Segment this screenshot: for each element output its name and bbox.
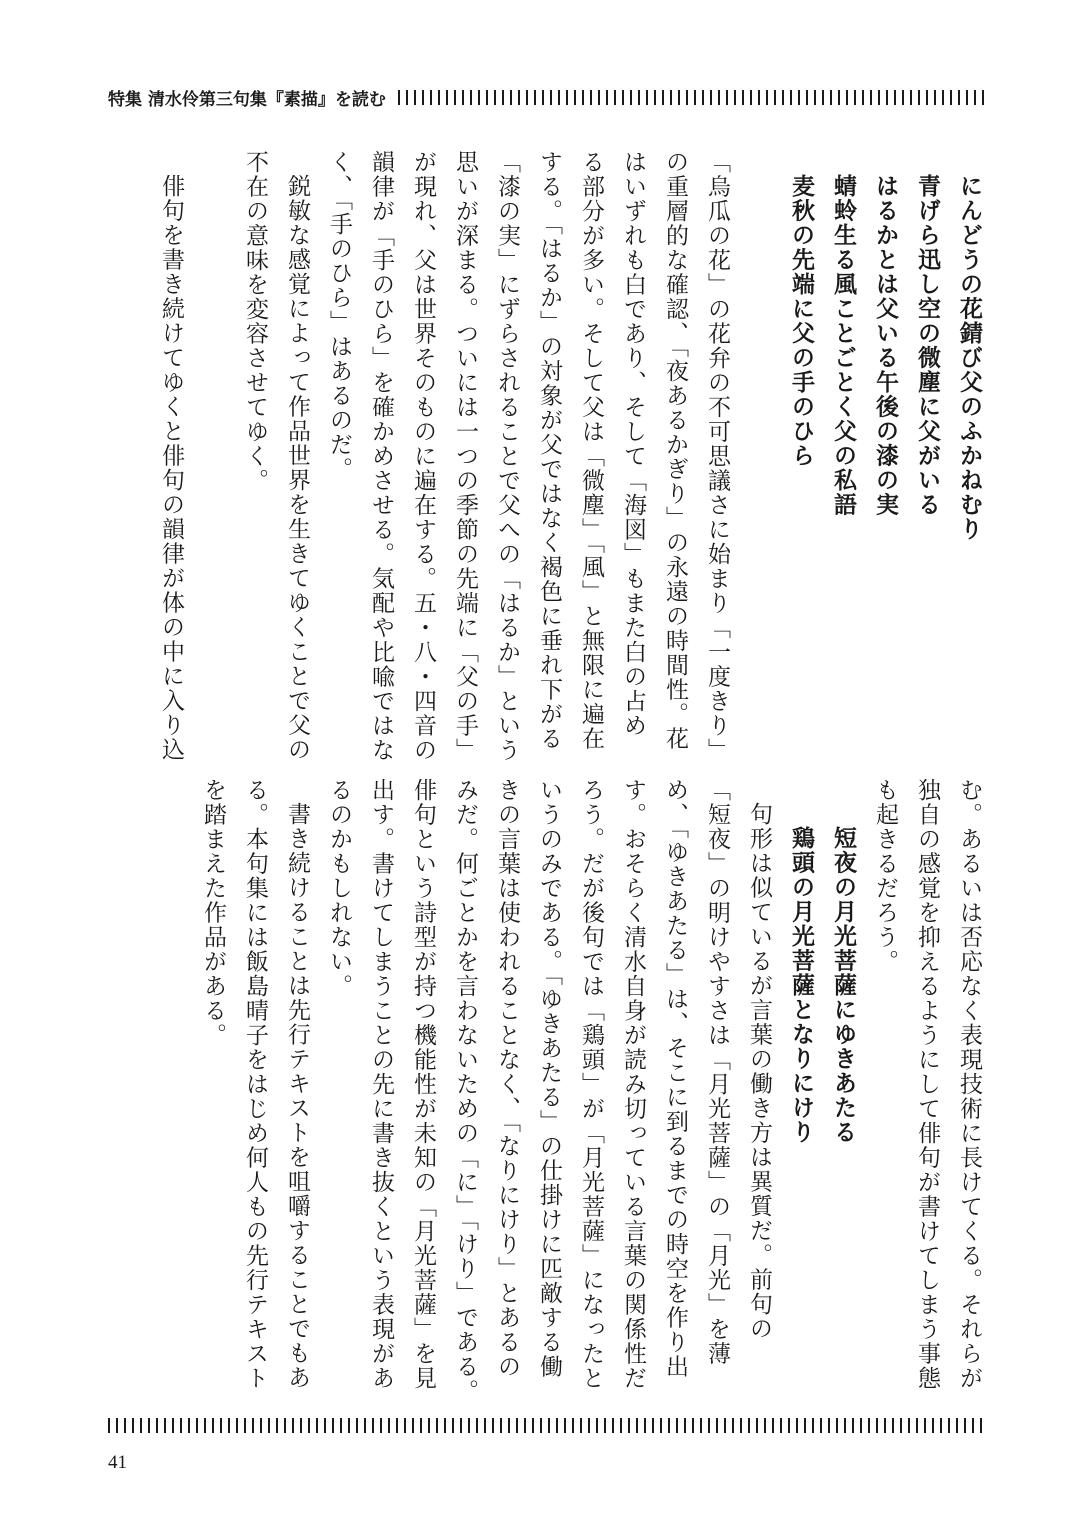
bottom-tick-rule [108,1418,988,1433]
running-header [108,84,988,110]
body-line: を踏まえた作品がある。 [200,778,226,1048]
body-line: の重層的な確認、「夜あるかぎり」の永遠の時間性。花 [662,150,688,751]
haiku-line: 鶏頭の月光菩薩となりにけり [788,826,814,1145]
haiku-line: 蜻蛉生る風ことごとく父の私語 [830,174,856,517]
paragraph-gap [192,150,234,160]
haiku-line: 麦秋の先端に父の手のひら [788,174,814,468]
haiku-line: 青げら迅し空の微塵に父がいる [914,174,940,517]
body-line: 独自の感覚を抑えるようにして俳句が書けてしまう事態 [914,778,940,1391]
body-line: む。あるいは否応なく表現技術に長けてくる。それらが [956,778,982,1391]
body-line: る部分が多い。そして父は「微塵」「風」と無限に遍在 [578,150,604,751]
body-line: 句形は似ているが言葉の働き方は異質だ。前句の [746,802,772,1341]
haiku-line: にんどうの花錆び父のふかねむり [956,174,982,542]
body-line: 「烏瓜の花」の花弁の不可思議さに始まり「一度きり」 [704,150,730,763]
body-line: 「漆の実」にずらされることで父への「はるか」という [494,150,520,763]
header-label: 特集 清水伶第三句集『素描』を読む [108,89,386,110]
body-line: く、「手のひら」はあるのだ。 [326,150,352,482]
haiku-line: はるかとは父いる午後の漆の実 [872,174,898,517]
body-line: みだ。何ごとかを言わないための「に」「けり」である。 [452,778,478,1404]
body-line: きの言葉は使われることなく、「なりにけり」とあるの [494,778,520,1379]
body-line: 思いが深まる。ついには一つの季節の先端に「父の手」 [452,150,478,763]
body-line: るのかもしれない。 [326,778,352,999]
body-line: も起きるだろう。 [872,778,898,974]
haiku-line: 短夜の月光菩薩にゆきあたる [830,826,856,1145]
body-line: す。おそらく清水自身が読み切っている言葉の関係性だ [620,778,646,1391]
body-line: が現れ、父は世界そのものに遍在する。五・八・四音の [410,150,436,763]
body-line: 韻律が「手のひら」を確かめさせる。気配や比喩ではな [368,150,394,763]
page-number: 41 [108,1452,127,1473]
body-line: 出す。書けてしまうことの先に書き抜くという表現があ [368,778,394,1391]
body-line: ろう。だが後句では「鶏頭」が「月光菩薩」になったと [578,778,604,1391]
body-line: 書き続けることは先行テキストを咀嚼することでもあ [284,802,310,1390]
paragraph-gap [738,150,780,160]
body-line: 不在の意味を変容させてゆく。 [242,150,268,493]
body-line: する。「はるか」の対象が父ではなく褐色に垂れ下がる [536,150,562,751]
text-column-bottom [100,778,990,1404]
header-tick-rule [398,90,988,105]
body-line: 「短夜」の明けやすさは「月光菩薩」の「月光」を薄 [704,778,730,1366]
body-line: はいずれも白であり、そして「海図」もまた白の占め [620,150,646,738]
body-line: め、「ゆきあたる」は、そこに到るまでの時空を作り出 [662,778,688,1379]
body-line: 俳句という詩型が持つ機能性が未知の「月光菩薩」を見 [410,778,436,1391]
text-column-top [100,150,990,763]
body-line: 鋭敏な感覚によって作品世界を生きてゆくことで父の [284,174,310,762]
body-line: る。本句集には飯島晴子をはじめ何人もの先行テキスト [242,778,268,1391]
body-line: いうのみである。「ゆきあたる」の仕掛けに匹敵する働 [536,778,562,1379]
body-line: 俳句を書き続けてゆくと俳句の韻律が体の中に入り込 [158,174,184,762]
